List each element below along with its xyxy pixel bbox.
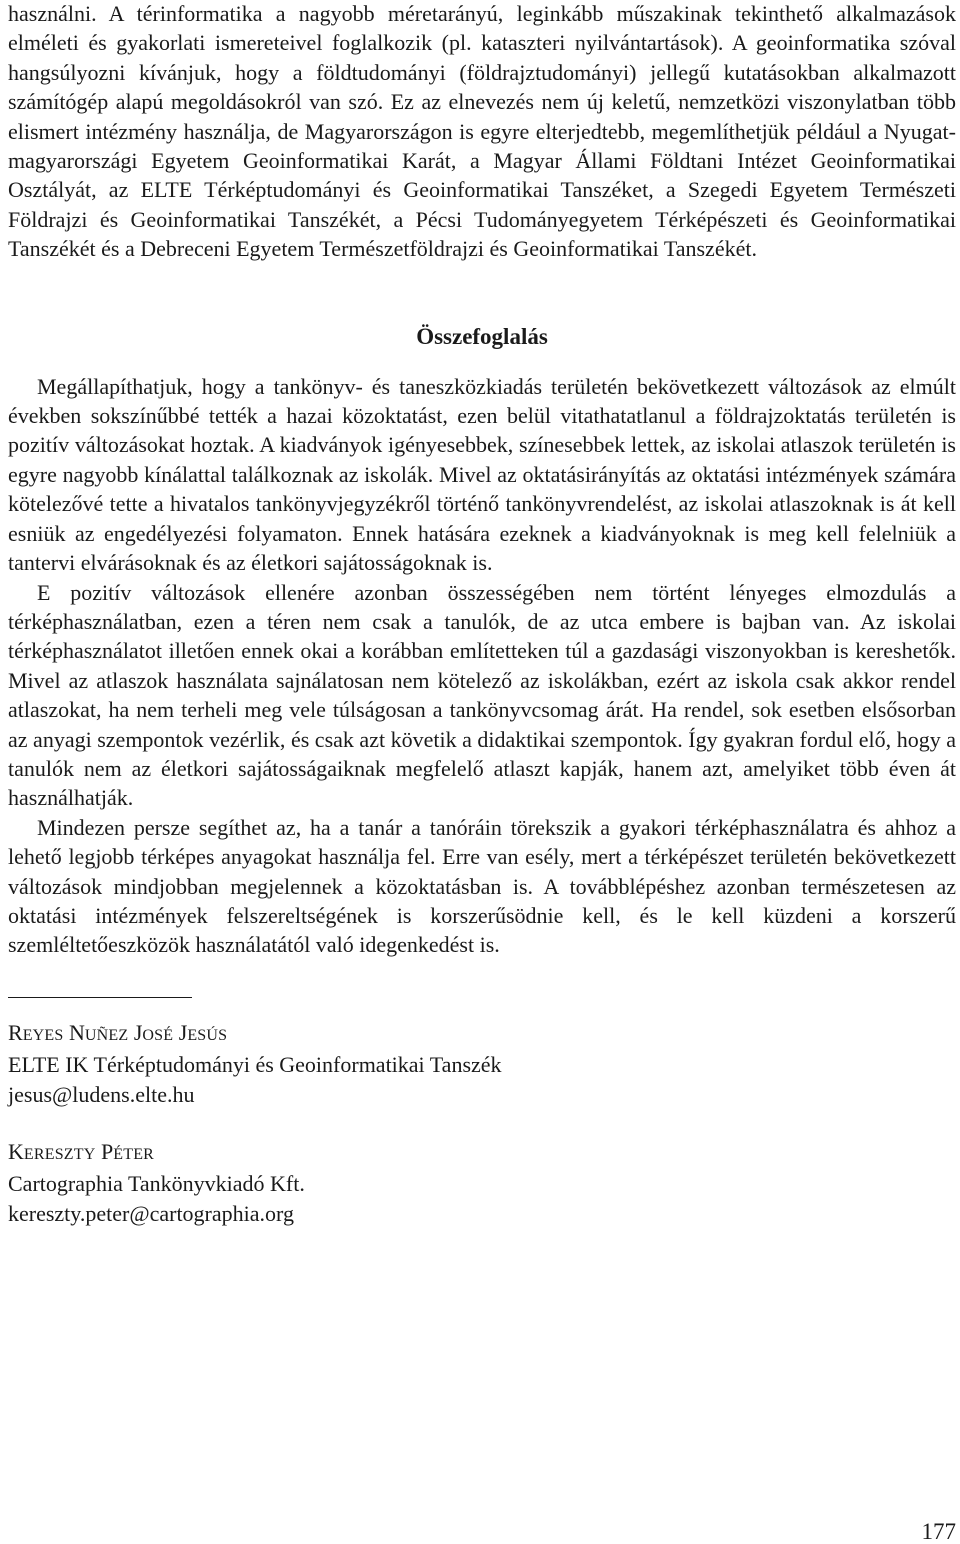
author-affiliation: ELTE IK Térképtudományi és Geoinformatikai Tanszék: [8, 1052, 502, 1078]
author-affiliation: Cartographia Tankönyvkiadó Kft.: [8, 1171, 305, 1197]
author-email: jesus@ludens.elte.hu: [8, 1081, 195, 1107]
summary-paragraph-3: Mindezen persze segíthet az, ha a tanár a tanóráin törekszik a gyakori térképhasználatra és ahhoz a lehető legjobb térképes anyagokat használja fel. Erre van esély, mert a térképészet területén bekövetkezett változások mindjobban megjelennek a közoktatásban is. A továbblépéshez azonban természetesen az oktatási intézmények felszereltségének is korszerűsödnie kell, és le kell küzdeni a korszerű szemléltetőeszközök használatától való idegenkedést is.: [8, 814, 956, 958]
intro-paragraph: használni. A térinformatika a nagyobb méretarányú, leginkább műszakinak tekinthető alkalmazások elméleti és gyakorlati ismereteivel foglalkozik (pl. kataszteri nyilvántartások). A geoinformatika szóval hangsúlyozni kívánjuk, hogy a földtudományi (földrajztudományi) jellegű kutatásokban alkalmazott számítógép alapú megoldásokról van szó. Ez az elnevezés nem új keletű, nemzetközi viszonylatban több elismert intézmény használja, de Magyarországon is egyre elterjedtebb, megemlíthetjük például a Nyugat-magyarországi Egyetem Geoinformatikai Karát, a Magyar Állami Földtani Intézet Geoinformatikai Osztályát, az ELTE Térképtudományi és Geoinformatikai Tanszéket, a Szegedi Egyetem Természeti Földrajzi és Geoinformatikai Tanszékét, a Pécsi Tudományegyetem Térképészeti és Geoinformatikai Tanszékét és a Debreceni Egyetem Természetföldrajzi és Geoinformatikai Tanszékét.: [8, 1, 956, 262]
author-email: kereszty.peter@cartographia.org: [8, 1200, 294, 1226]
name-part: NUÑEZ: [69, 1019, 129, 1045]
page-body: [8, 0, 956, 1228]
author-name: [8, 1137, 956, 1169]
name-part: JESÚS: [178, 1019, 228, 1045]
name-part: REYES: [8, 1019, 64, 1045]
page-number: 177: [921, 1519, 956, 1544]
section-heading: Összefoglalás: [416, 323, 548, 349]
author-block-2: [8, 1137, 956, 1228]
name-part: KERESZTY: [8, 1139, 96, 1164]
summary-section: [8, 372, 956, 960]
summary-paragraph-2: E pozitív változások ellenére azonban összességében nem történt lényeges elmozdulás a térképhasználatban, ezen a téren nem csak a tanulók, de az utca embere is bajban van. Az iskolai térképhasználatot illetően ennek okai a korábban említetteken túl a gazdasági viszonyokban is kereshetők. Mivel az atlaszok használata sajnálatosan nem kötelező az iskolákban, ezért az iskola csak akkor rendel atlaszokat, ha nem terheli meg vele túlságosan a tankönyvcsomag árát. Ha rendel, sok esetben elsősorban az anyagi szempontok vezérlik, és csak azt követik a didaktikai szempontok. Így gyakran fordul elő, hogy a tanulók nem az életkori sajátosságaiknak megfelelő atlaszt kapják, hanem azt, amelyiket több éven át használhatják.: [8, 579, 956, 811]
footnote-divider: [8, 997, 192, 998]
author-block-1: [8, 1018, 956, 1109]
name-part: PÉTER: [101, 1139, 155, 1164]
name-part: JOSÉ: [133, 1019, 174, 1045]
summary-paragraph-1: Megállapíthatjuk, hogy a tankönyv- és taneszközkiadás területén bekövetkezett változások az elmúlt években sokszínűbbé tették a hazai közoktatást, ezen belül vitathatatlanul a földrajzoktatás területén is pozitív változásokat hoztak. A kiadványok igényesebbek, színesebbek lettek, az iskolai atlaszok területén is egyre nagyobb kínálattal találkoznak az iskolák. Mivel az oktatásirányítás az oktatási intézmények számára kötelezővé tette a hivatalos tankönyvjegyzékről történő tankönyvrendelést, az iskolai atlaszoknak is át kell esniük az engedélyezési folyamaton. Ennek hatására ezeknek a kiadványoknak is meg kell felelniük a tantervi elvárásoknak és az életkori sajátosságoknak is.: [8, 373, 956, 576]
author-name: [8, 1018, 956, 1050]
